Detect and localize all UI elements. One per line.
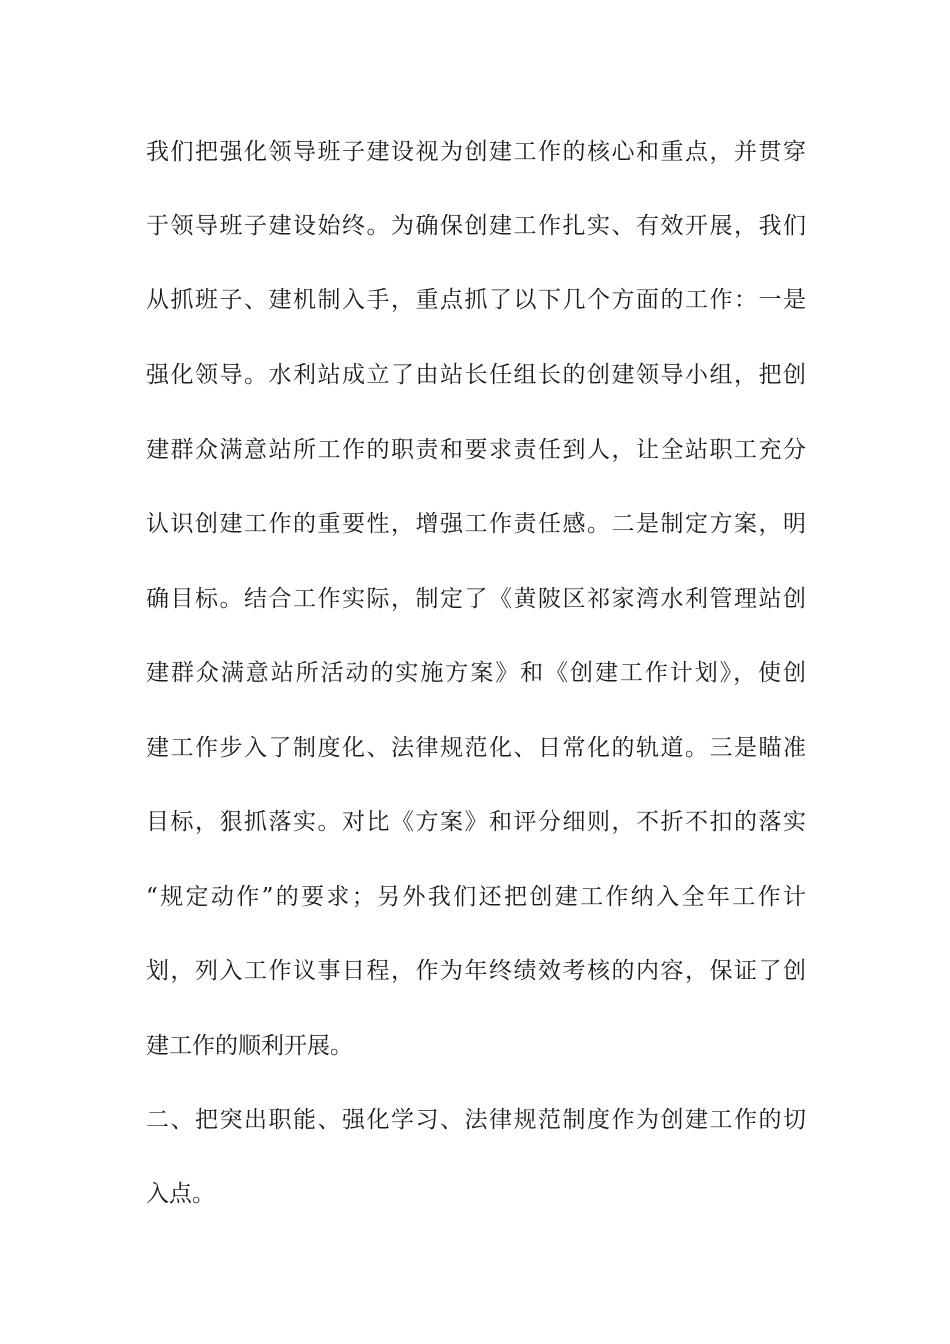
text-line: 建工作的顺利开展。 <box>146 1033 353 1059</box>
text-line: “规定动作”的要求；另外我们还把创建工作纳入全年工作计 <box>146 884 806 910</box>
text-line: 建群众满意站所活动的实施方案》和《创建工作计划》，使创 <box>146 660 806 686</box>
section-heading-line: 二、把突出职能、强化学习、法律规范制度作为创建工作的切 <box>146 1107 806 1133</box>
text-line: 从抓班子、建机制入手，重点抓了以下几个方面的工作：一是 <box>146 287 806 313</box>
section-heading-line: 入点。 <box>146 1181 215 1207</box>
text-line: 建群众满意站所工作的职责和要求责任到人，让全站职工充分 <box>146 437 806 463</box>
text-line: 我们把强化领导班子建设视为创建工作的核心和重点，并贯穿 <box>146 139 806 165</box>
text-line: 确目标。结合工作实际，制定了《黄陂区祁家湾水利管理站创 <box>146 586 806 612</box>
text-line: 目标，狠抓落实。对比《方案》和评分细则，不折不扣的落实 <box>146 809 806 835</box>
text-line: 认识创建工作的重要性，增强工作责任感。二是制定方案，明 <box>146 511 806 537</box>
text-line: 划，列入工作议事日程，作为年终绩效考核的内容，保证了创 <box>146 958 806 984</box>
text-line: 建工作步入了制度化、法律规范化、日常化的轨道。三是瞄准 <box>146 735 806 761</box>
text-line: 强化领导。水利站成立了由站长任组长的创建领导小组，把创 <box>146 362 806 388</box>
text-line: 于领导班子建设始终。为确保创建工作扎实、有效开展，我们 <box>146 213 806 239</box>
